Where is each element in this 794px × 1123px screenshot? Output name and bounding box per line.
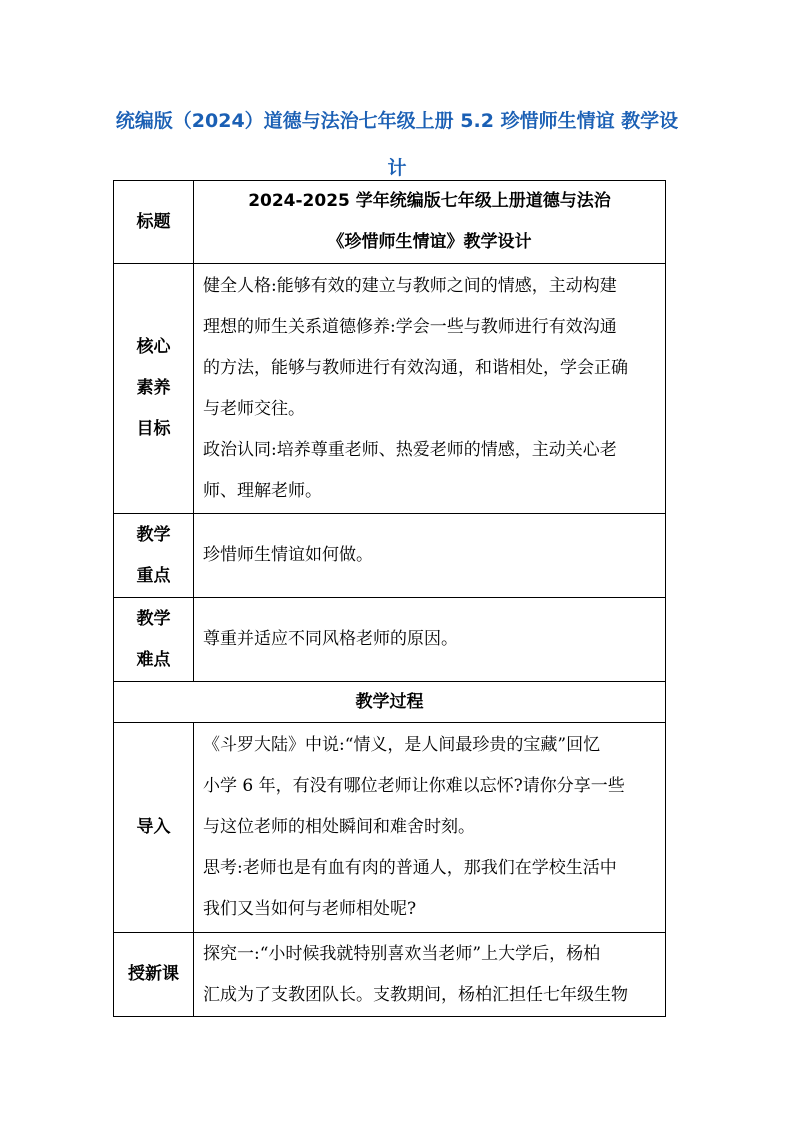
lesson-plan-table	[113, 180, 666, 1017]
goals-content	[194, 264, 666, 514]
difficult-points-label-1: 教学	[136, 608, 171, 629]
intro-row	[114, 723, 666, 933]
goals-row	[114, 264, 666, 514]
goals-label-2: 素养	[136, 378, 171, 398]
title-line-2: 《珍惜师生情谊》教学设计	[327, 232, 532, 252]
title-row	[114, 181, 666, 264]
goals-line: 政治认同:培养尊重老师、热爱老师的情感，主动关心老	[203, 439, 617, 460]
goals-label-3: 目标	[136, 419, 171, 439]
goals-line: 的方法，能够与教师进行有效沟通，和谐相处，学会正确	[203, 357, 628, 378]
goals-line: 健全人格:能够有效的建立与教师之间的情感，主动构建	[203, 275, 617, 296]
title-value	[194, 181, 666, 264]
difficult-points-row	[114, 598, 666, 682]
goals-line: 师、理解老师。	[203, 480, 322, 501]
process-header-row	[114, 682, 666, 723]
difficult-points-content: 尊重并适应不同风格老师的原因。	[194, 598, 666, 682]
key-points-label	[114, 514, 194, 598]
new-lesson-line: 汇成为了支教团队长。支教期间，杨柏汇担任七年级生物	[203, 984, 628, 1005]
process-header: 教学过程	[114, 682, 666, 723]
goals-label	[114, 264, 194, 514]
difficult-points-label-2: 难点	[136, 649, 171, 670]
intro-label: 导入	[114, 723, 194, 933]
document-title: 统编版（2024）道德与法治七年级上册 5.2 珍惜师生情谊 教学设计	[115, 110, 679, 179]
intro-line: 与这位老师的相处瞬间和难舍时刻。	[203, 817, 475, 837]
new-lesson-content	[194, 933, 666, 1017]
goals-label-1: 核心	[136, 337, 171, 357]
title-line-1: 2024-2025 学年统编版七年级上册道德与法治	[248, 191, 611, 211]
intro-line: 我们又当如何与老师相处呢?	[203, 899, 417, 919]
intro-line: 《斗罗大陆》中说:“情义，是人间最珍贵的宝藏”回忆	[203, 735, 601, 755]
goals-line: 与老师交往。	[203, 398, 305, 419]
key-points-content: 珍惜师生情谊如何做。	[194, 514, 666, 598]
key-points-label-2: 重点	[136, 565, 171, 586]
new-lesson-row	[114, 933, 666, 1017]
title-label: 标题	[114, 181, 194, 264]
key-points-row	[114, 514, 666, 598]
intro-line: 思考:老师也是有血有肉的普通人，那我们在学校生活中	[203, 858, 617, 878]
new-lesson-line: 探究一:“小时候我就特别喜欢当老师”上大学后，杨柏	[203, 943, 601, 964]
difficult-points-label	[114, 598, 194, 682]
intro-content	[194, 723, 666, 933]
goals-line: 理想的师生关系道德修养:学会一些与教师进行有效沟通	[203, 316, 617, 337]
intro-line: 小学 6 年，有没有哪位老师让你难以忘怀?请你分享一些	[203, 776, 625, 796]
key-points-label-1: 教学	[136, 524, 171, 545]
new-lesson-label: 授新课	[114, 933, 194, 1017]
